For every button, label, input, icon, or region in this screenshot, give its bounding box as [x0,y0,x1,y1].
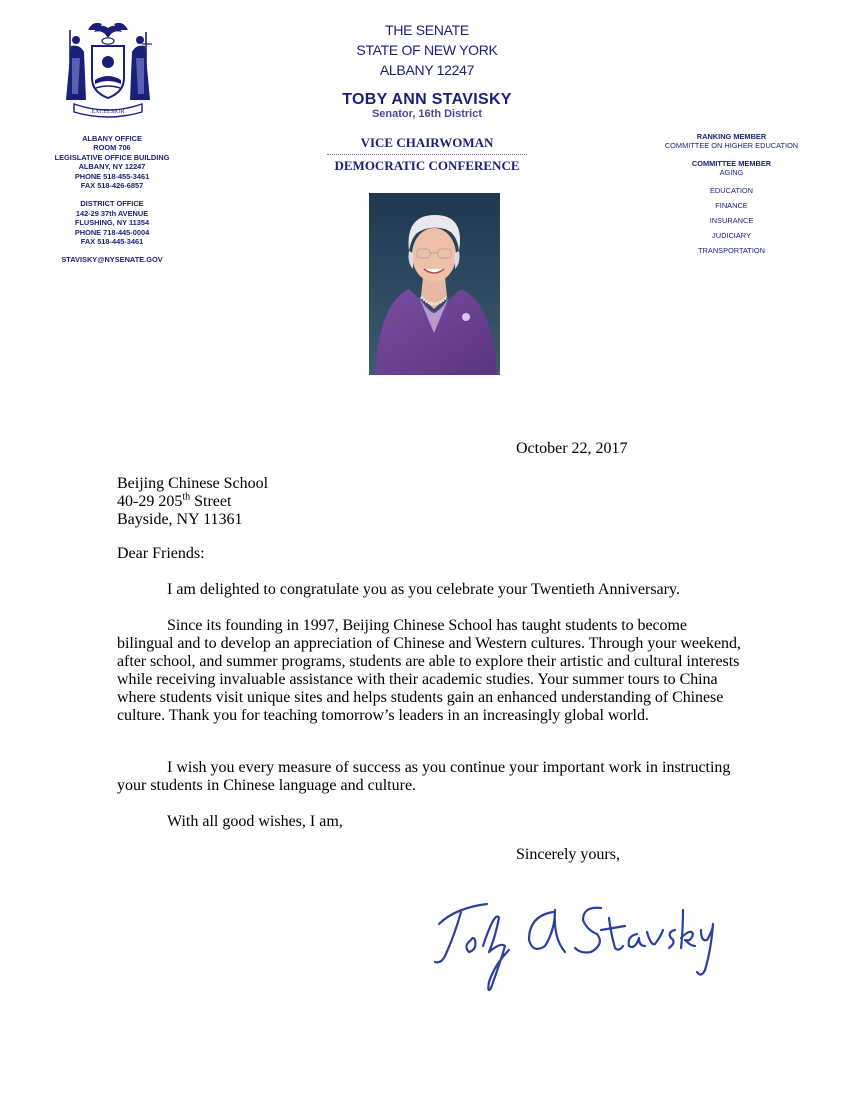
closing-line: With all good wishes, I am, [167,813,343,830]
committee-item-aging: AGING [719,168,744,177]
committee-member-heading: COMMITTEE MEMBER [691,159,772,168]
senator-name: TOBY ANN STAVISKY [342,91,512,108]
albany-office-city: ALBANY, NY 12247 [78,162,146,172]
albany-office-fax: FAX 518-426-6857 [80,181,144,191]
district-office-heading: DISTRICT OFFICE [80,199,144,209]
ny-state-seal [58,18,158,118]
senator-portrait [369,193,500,375]
office-email: STAVISKY@NYSENATE.GOV [61,255,163,265]
body-paragraph-1: I am delighted to congratulate you as you celebrate your Twentieth Anniversary. [167,581,680,598]
header-senate: THE SENATE [385,22,469,38]
albany-office-room: ROOM 706 [93,143,131,153]
seal-motto: EXCELSIOR [91,109,125,115]
committee-item-insurance: INSURANCE [709,216,754,225]
district-office-street: 142-29 37th AVENUE [75,208,149,218]
district-office-city: FLUSHING, NY 11354 [74,218,150,228]
seal-icon [58,18,158,118]
signature-icon [425,890,725,995]
committee-block [650,132,813,258]
albany-office-building: LEGISLATIVE OFFICE BUILDING [54,152,170,162]
body-paragraph-2: Since its founding in 1997, Beijing Chinese School has taught students to become bilingual and to develop an appreciation of Chinese and Western cultures. Through your weekend, after school, and summer programs, students are able to explore their artistic and cultural interests while receiving invaluable assistance with their academic studies. Your summer tours to China where students visit unique sites and helps students gain an enhanced understanding of Chinese culture. Thank you for teaching tomorrow’s leaders in an increasingly global world. [117,617,741,724]
body-paragraph-3: I wish you every measure of success as you continue your important work in instructing your students in Chinese language and culture. [117,759,731,794]
ranking-member-heading: RANKING MEMBER [696,132,767,141]
letterhead-header [300,20,554,177]
office-contact-block [20,134,204,265]
recipient-name: Beijing Chinese School [117,475,269,492]
district-office-fax: FAX 518-445-3461 [80,237,144,247]
albany-office-phone: PHONE 518-455-3461 [74,171,150,181]
recipient-street: 40-29 205th Street [117,491,232,510]
recipient-city: Bayside, NY 11361 [117,511,243,528]
committee-item-judiciary: JUDICIARY [712,231,751,240]
albany-office-heading: ALBANY OFFICE [82,134,142,143]
committee-item-education: EDUCATION [710,186,753,195]
district-office-phone: PHONE 718-445-0004 [74,227,150,237]
portrait-image [369,193,500,375]
header-city: ALBANY 12247 [379,62,475,78]
recipient-address [117,475,268,529]
committee-item-finance: FINANCE [715,201,748,210]
signoff: Sincerely yours, [516,846,620,863]
ranking-committee: COMMITTEE ON HIGHER EDUCATION [664,141,799,150]
header-state: STATE OF NEW YORK [356,42,498,58]
letter-date: October 22, 2017 [516,440,628,457]
vice-chair-title: VICE CHAIRWOMAN [360,135,494,150]
committee-item-transportation: TRANSPORTATION [698,246,765,255]
senator-district: Senator, 16th District [371,108,483,120]
conference-title: DEMOCRATIC CONFERENCE [334,158,520,173]
salutation: Dear Friends: [117,545,205,562]
handwritten-signature [425,890,725,995]
